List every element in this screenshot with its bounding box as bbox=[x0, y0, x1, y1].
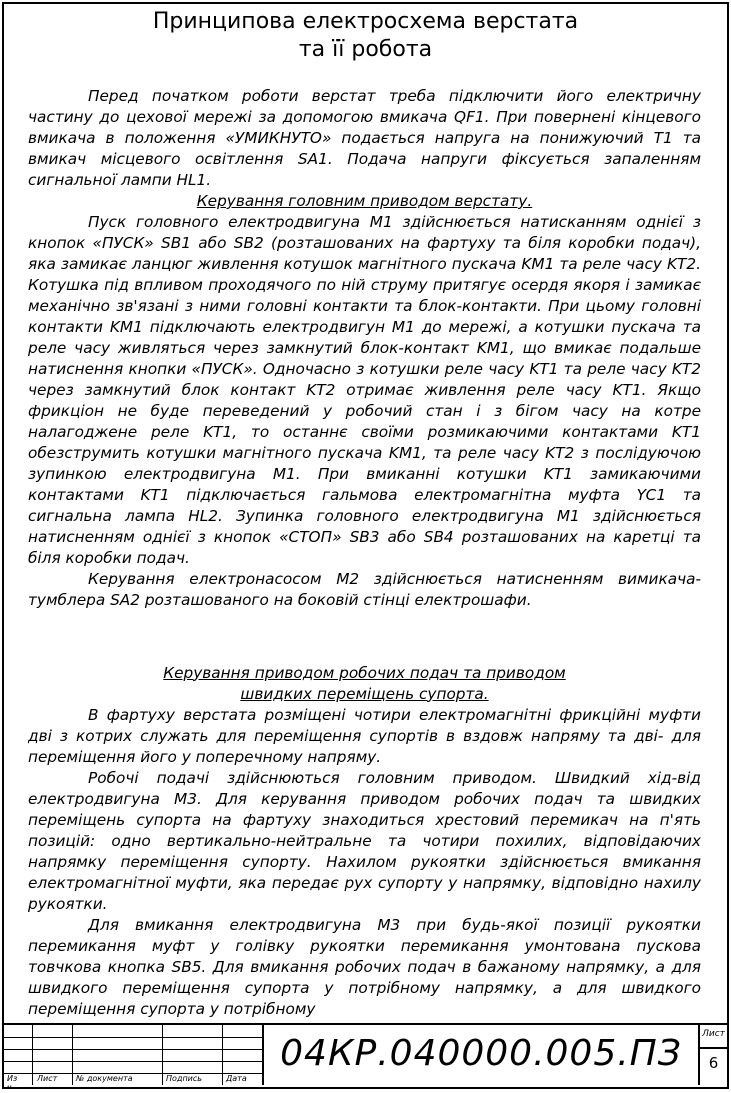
section-heading: Керування головним приводом верстату. bbox=[196, 192, 533, 210]
title-block-rule bbox=[72, 1025, 73, 1085]
body-paragraph: Перед початком роботи верстат треба підключити його електричну частину до цехової мережі за допомогою вмикача QF1. При повернені кінцевого вмикача в положення «УМИКНУТО» подається напруга на понижуючий T1 та вмикач місцевого освітлення SA1. Подача напруги фіксується запаленням сигнальної лампи HL1. bbox=[28, 87, 701, 189]
column-label-list: Лист bbox=[37, 1074, 58, 1083]
paragraph-gap bbox=[28, 626, 701, 647]
title-block-rule bbox=[162, 1025, 163, 1085]
column-label-signature: Подпись bbox=[166, 1074, 202, 1083]
body-paragraph: Керування електронасосом M2 здійснюється натисненням вимикача-тумблера SA2 розташованого на боковій стінці електрошафи. bbox=[28, 570, 701, 609]
body-paragraph: Для вмикання електродвигуна M3 при будь-якої позиції рукоятки перемикання муфт у голівку рукоятки перемикання умонтована пускова товчкова кнопка SB5. Для вмикання робочих подач в бажаному напрямку, а для швидкого переміщення супорта у потрібному напрямку, а для швидкого переміщення супорта у потрібному bbox=[28, 915, 701, 1018]
title-block-rule bbox=[4, 1037, 262, 1038]
body-paragraph: В фартуху верстата розміщені чотири електромагнітні фрикційні муфти дві з котрих служать для переміщення супортів в вздовж напряму та дві- для переміщення його у поперечному напряму. bbox=[28, 705, 701, 766]
column-label-izm: Из bbox=[7, 1074, 18, 1083]
column-label-document: № документа bbox=[76, 1074, 133, 1083]
document-body bbox=[28, 86, 701, 1029]
title-block-rule bbox=[222, 1025, 223, 1085]
column-label-date: Дата bbox=[226, 1074, 247, 1083]
body-paragraph: Робочі подачі здійснюються головним приводом. Швидкий хід-від електродвигуна M3. Для керування приводом робочих подач та швидких переміщень супорта на фартуху знаходиться хрестовий перемикач на п'ять позицій: одно вертикально-нейтральне та чотири похилих, відповідаючих напрямку переміщення супорту. Нахилом рукоятки здійснюється вмикання електромагнітної муфти, яка передає рух супорту у напрямку, відповідно нахилу рукоятки. bbox=[28, 768, 701, 913]
page-title bbox=[4, 8, 727, 64]
title-block-rule bbox=[4, 1049, 262, 1050]
title-line-2: та її робота bbox=[298, 37, 433, 62]
title-block bbox=[4, 1023, 727, 1091]
title-block-rule bbox=[4, 1061, 262, 1062]
sheet-label: Лист bbox=[700, 1025, 727, 1049]
sheet-number: 6 bbox=[708, 1054, 719, 1072]
section-heading: Керування приводом робочих подач та приводом bbox=[163, 663, 566, 682]
document-code: 04КР.040000.005.ПЗ bbox=[262, 1025, 700, 1085]
title-line-1: Принципова електросхема верстата bbox=[152, 9, 579, 34]
body-paragraph: Пуск головного електродвигуна M1 здійснюється натисканням однієї з кнопок «ПУСК» SB1 або SB2 (розташованих на фартуху та біля коробки подач), яка замикає ланцюг живлення котушок магнітного пускача KM1 та реле часу KT2. Котушка під впливом проходячого по ній струму притягує осердя якоря і замикає механічно зв'язані з ними головні контакти та блок-контакти. При цьому головні контакти KM1 підключають електродвигун M1 до мережі, а котушки пускача та реле часу живляться через замкнутий блок-контакт KM1, що вмикає подальше натиснення кнопки «ПУСК». Одночасно з котушки реле часу KT1 та реле часу KT2 через замкнутий блок контакт KT2 отримає живлення реле часу KT1. Якщо фрикціон не буде переведений у робочий стан і з бігом часу на котре налагоджене реле KT1, то останнє своїми розмикаючими контактами KT1 обезструмить котушки магнітного пускача KM1, та реле часу KT2 з послідуючою зупинкою електродвигуна M1. При вмиканні котушки KT1 замикаючими контактами KT1 підключається гальмова електромагнітна муфта YC1 та сигнальна лампа HL2. Зупинка головного електродвигуна M1 здійснюється натисненням однієї з кнопок «СТОП» SB3 або SB4 розташованих на каретці та біля коробки подач. bbox=[28, 213, 701, 567]
column-prefix: м bbox=[7, 1084, 12, 1091]
title-block-rule bbox=[32, 1025, 33, 1085]
section-heading: швидких переміщень супорта. bbox=[240, 684, 489, 703]
document-sheet bbox=[2, 2, 729, 1089]
